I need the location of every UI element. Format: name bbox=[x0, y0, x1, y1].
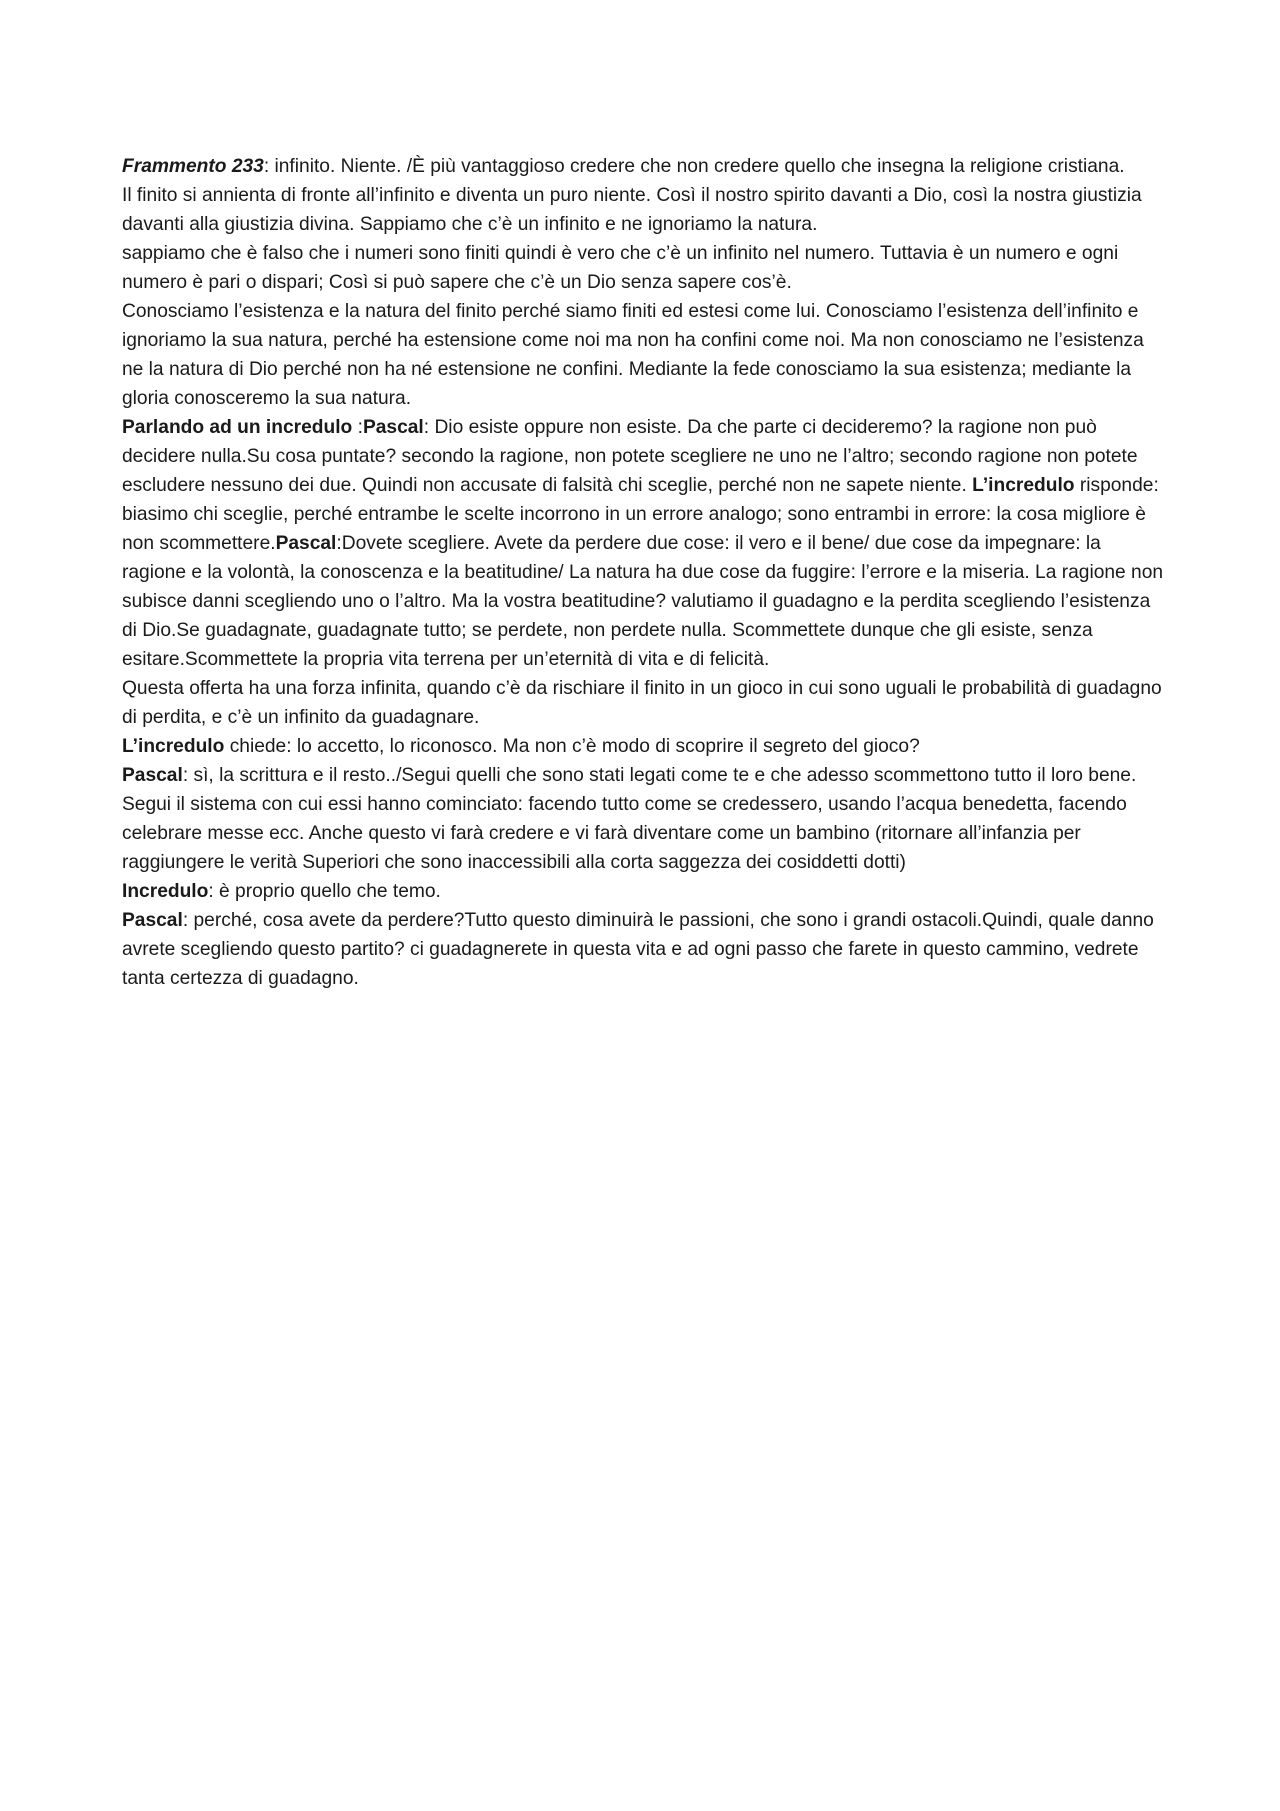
bold-text-run: L’incredulo bbox=[972, 475, 1075, 496]
bold-text-run: Pascal bbox=[122, 765, 183, 786]
text-run: Il finito si annienta di fronte all’infinito e diventa un puro niente. Così il nostro spirito davanti a Dio, così la nostra giustizia davanti alla giustizia divina. Sappiamo che c’è un infinito e ne ignoriamo la natura. bbox=[122, 185, 1142, 235]
bold-text-run: Pascal bbox=[362, 417, 424, 438]
paragraph bbox=[122, 732, 1170, 761]
paragraph bbox=[122, 297, 1170, 413]
text-run: risponde: biasimo chi sceglie, perché entrambe le scelte incorrono in un errore analogo; sono entrambi in errore: la cosa migliore è non scommettere. bbox=[122, 475, 1159, 554]
bold-text-run: Pascal bbox=[275, 533, 337, 554]
text-run: : sì, la scrittura e il resto../Segui quelli che sono stati legati come te e che adesso scommettono tutto il loro bene. Segui il sistema con cui essi hanno cominciato: facendo tutto come se credessero, usando l’acqua benedetta, facendo celebrare messe ecc. Anche questo vi farà credere e vi farà diventare come un bambino (ritornare all’infanzia per raggiungere le verità Superiori che sono inaccessibili alla corta saggezza dei cosiddetti dotti) bbox=[122, 765, 1137, 873]
paragraph bbox=[122, 413, 1170, 674]
paragraph bbox=[122, 906, 1170, 993]
text-run: sappiamo che è falso che i numeri sono finiti quindi è vero che c’è un infinito nel numero. Tuttavia è un numero e ogni numero è pari o dispari; Così si può sapere che c’è un Dio senza sapere cos’è. bbox=[122, 243, 1119, 293]
bold-text-run: L’incredulo bbox=[122, 736, 225, 757]
text-run: : bbox=[352, 417, 363, 438]
document-body bbox=[122, 152, 1170, 993]
text-run: Questa offerta ha una forza infinita, quando c’è da rischiare il finito in un gioco in cui sono uguali le probabilità di guadagno di perdita, e c’è un infinito da guadagnare. bbox=[122, 678, 1162, 728]
paragraph bbox=[122, 239, 1170, 297]
paragraph bbox=[122, 152, 1170, 181]
bold-text-run: Pascal bbox=[122, 910, 183, 931]
paragraph bbox=[122, 761, 1170, 877]
text-run: :Dovete scegliere. Avete da perdere due cose: il vero e il bene/ due cose da impegnare: la ragione e la volontà, la conoscenza e la beatitudine/ La natura ha due cose da fuggire: l’errore e la miseria. La ragione non subisce danni scegliendo uno o l’altro. Ma la vostra beatitudine? valutiamo il guadagno e la perdita scegliendo l’esistenza di Dio.Se guadagnate, guadagnate tutto; se perdete, non perdete nulla. Scommettete dunque che gli esiste, senza esitare.Scommettete la propria vita terrena per un’eternità di vita e di felicità. bbox=[122, 533, 1164, 670]
paragraph bbox=[122, 674, 1170, 732]
paragraph bbox=[122, 181, 1170, 239]
paragraph bbox=[122, 877, 1170, 906]
text-run: Conosciamo l’esistenza e la natura del finito perché siamo finiti ed estesi come lui. Conosciamo l’esistenza dell’infinito e ignoriamo la sua natura, perché ha estensione come noi ma non ha confini come noi. Ma non conosciamo ne l’esistenza ne la natura di Dio perché non ha né estensione ne confini. Mediante la fede conosciamo la sua esistenza; mediante la gloria conosceremo la sua natura. bbox=[122, 301, 1144, 409]
bold-text-run: Incredulo bbox=[122, 881, 209, 902]
bold-text-run: Frammento 233 bbox=[122, 156, 264, 177]
text-run: : perché, cosa avete da perdere?Tutto questo diminuirà le passioni, che sono i grandi ostacoli.Quindi, quale danno avrete scegliendo questo partito? ci guadagnerete in questa vita e ad ogni passo che farete in questo cammino, vedrete tanta certezza di guadagno. bbox=[122, 910, 1154, 989]
text-run: : Dio esiste oppure non esiste. Da che parte ci decideremo? la ragione non può decidere nulla.Su cosa puntate? secondo la ragione, non potete scegliere ne uno ne l’altro; secondo ragione non potete escludere nessuno dei due. Quindi non accusate di falsità chi sceglie, perché non ne sapete niente. bbox=[122, 417, 1138, 496]
text-run: chiede: lo accetto, lo riconosco. Ma non c’è modo di scoprire il segreto del gioco? bbox=[224, 736, 920, 757]
text-run: : infinito. Niente. /È più vantaggioso credere che non credere quello che insegna la religione cristiana. bbox=[263, 156, 1125, 177]
text-run: : è proprio quello che temo. bbox=[208, 881, 441, 902]
bold-text-run: Parlando ad un incredulo bbox=[122, 417, 353, 438]
